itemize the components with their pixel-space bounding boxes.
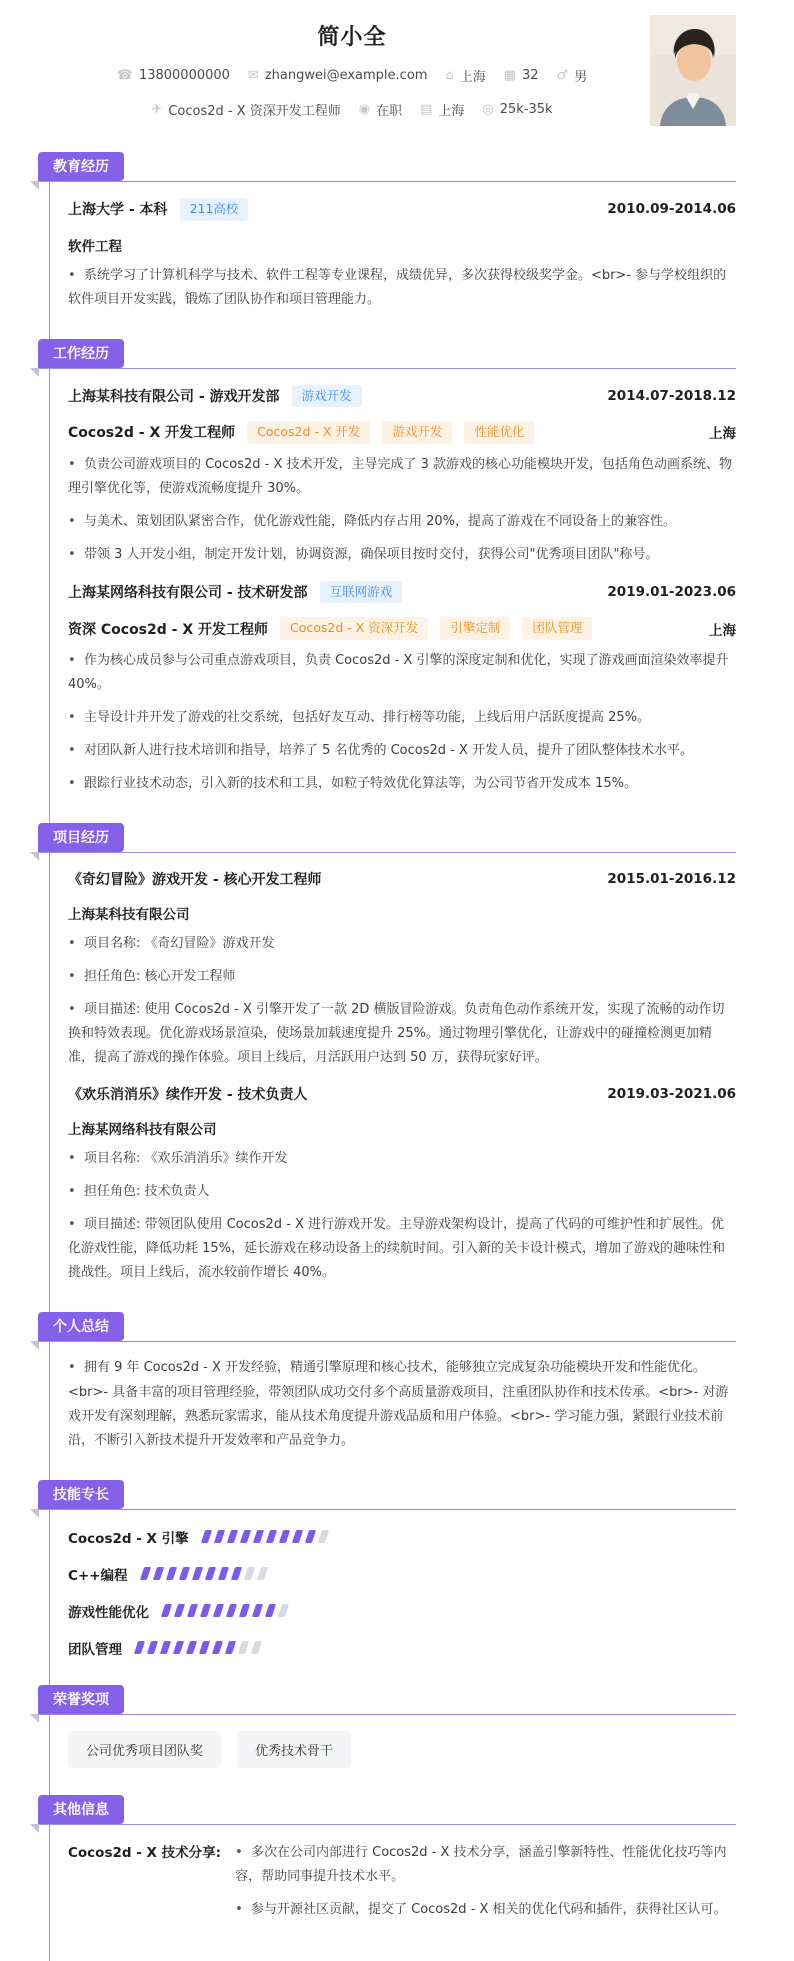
project-bullet: • 项目描述: 带领团队使用 Cocos2d - X 进行游戏开发。主导游戏架构设计，提高了代码的可维护性和扩展性。优化游戏性能，降低功耗 15%，延长游戏在移动设备上的续航时间。引入新的关卡设计模式，增加了游戏的趣味性和挑战性。项目上线后，流水较前作增长 40%。 (68, 1213, 736, 1285)
resume-header (0, 0, 794, 125)
city-value: 上海 (438, 104, 465, 119)
projects-badge: 项目经历 (38, 823, 124, 852)
other-header (38, 1795, 736, 1825)
resume-body (0, 152, 794, 1961)
project-bullet: • 项目名称: 《奇幻冒险》游戏开发 (68, 932, 736, 956)
email-value: zhangwei@example.com (264, 68, 428, 83)
skills-badge: 技能专长 (38, 1480, 124, 1509)
employment-status (359, 100, 402, 119)
skill-name: 团队管理 (68, 1641, 122, 1658)
other-bullet: • 多次在公司内部进行 Cocos2d - X 技术分享，涵盖引擎新特性、性能优化技巧等内容，帮助同事提升技术水平。 (235, 1841, 736, 1889)
company-name: 上海某网络科技有限公司 - 技术研发部 (68, 585, 308, 602)
profile-photo (650, 15, 736, 126)
status-value: 在职 (376, 104, 403, 119)
work-bullet: • 负责公司游戏项目的 Cocos2d - X 技术开发，主导完成了 3 款游戏的核心功能模块开发，包括角色动画系统、物理引擎优化等，使游戏流畅度提升 30%。 (68, 453, 736, 501)
other-label: Cocos2d - X 技术分享: (68, 1844, 222, 1861)
industry-tag: 游戏开发 (292, 385, 362, 408)
project-1 (68, 869, 736, 1070)
gender (557, 66, 588, 85)
email-icon: ✉ (247, 68, 259, 83)
work-bullet: • 对团队新人进行技术培训和指导，培养了 5 名优秀的 Cocos2d - X 开发人员，提升了团队整体技术水平。 (68, 739, 736, 763)
summary-header (38, 1312, 736, 1342)
contact-row-1 (60, 66, 644, 85)
work-bullet: • 跟踪行业技术动态，引入新的技术和工具，如粒子特效优化算法等，为公司节省开发成本 15%。 (68, 772, 736, 796)
job-location: 上海 (709, 622, 736, 639)
honors-badge: 荣誉奖项 (38, 1685, 124, 1714)
skill-tag: Cocos2d - X 开发 (247, 421, 370, 444)
project-bullet: • 担任角色: 核心开发工程师 (68, 965, 736, 989)
summary-badge: 个人总结 (38, 1312, 124, 1341)
location-value: 上海 (459, 70, 486, 85)
skill-level-bar (142, 1567, 272, 1580)
skill-tag: Cocos2d - X 资深开发 (280, 617, 428, 640)
honor-pill: 优秀技术骨干 (237, 1731, 351, 1768)
section-projects (0, 823, 794, 1285)
work-header (38, 339, 736, 369)
age (504, 66, 539, 85)
major: 软件工程 (68, 238, 122, 255)
education-header (38, 152, 736, 182)
skill-name: 游戏性能优化 (68, 1604, 149, 1621)
work-city (420, 100, 464, 119)
phone (117, 66, 230, 85)
education-badge: 教育经历 (38, 152, 124, 181)
work-bullet: • 与美术、策划团队紧密合作，优化游戏性能，降低内存占用 20%，提高了游戏在不同设备上的兼容性。 (68, 510, 736, 534)
honor-pill: 公司优秀项目团队奖 (68, 1731, 221, 1768)
work-job-2 (68, 581, 736, 796)
section-summary (0, 1312, 794, 1452)
section-skills (0, 1480, 794, 1658)
job-title-value: Cocos2d - X 资深开发工程师 (168, 104, 341, 119)
salary (482, 100, 552, 119)
city-icon: ▤ (420, 102, 433, 117)
project-bullet: • 项目描述: 使用 Cocos2d - X 引擎开发了一款 2D 横版冒险游戏。负责角色动作系统开发，实现了流畅的动作切换和特效表现。优化游戏场景渲染，使场景加载速度提升 25%。通过物理引擎优化，让游戏中的碰撞检测更加精准，提高了游戏的操作体验。项目上线后，月活跃用户达到 50 万，获得玩家好评。 (68, 998, 736, 1070)
salary-value: 25k-35k (499, 102, 553, 117)
profile-photo-image (650, 15, 736, 126)
skill-level-bar (203, 1530, 333, 1543)
skill-row (68, 1527, 736, 1547)
skill-tag: 游戏开发 (382, 421, 452, 444)
work-job-1 (68, 385, 736, 567)
skill-row (68, 1638, 736, 1658)
skill-level-bar (136, 1641, 266, 1654)
honors-header (38, 1685, 736, 1715)
job-date: 2014.07-2018.12 (607, 387, 736, 404)
contact-row-2 (60, 100, 644, 119)
school-name: 上海大学 - 本科 (68, 202, 168, 219)
work-bullet: • 作为核心成员参与公司重点游戏项目，负责 Cocos2d - X 引擎的深度定制和优化，实现了游戏画面渲染效率提升 40%。 (68, 649, 736, 697)
section-education (0, 152, 794, 312)
work-bullet: • 带领 3 人开发小组，制定开发计划，协调资源，确保项目按时交付，获得公司"优秀项目团队"称号。 (68, 543, 736, 567)
education-date: 2010.09-2014.06 (607, 201, 736, 218)
skill-level-bar (163, 1604, 293, 1617)
skill-tag: 引擎定制 (440, 617, 510, 640)
work-bullet: • 主导设计并开发了游戏的社交系统，包括好友互动、排行榜等功能，上线后用户活跃度提高 25%。 (68, 706, 736, 730)
project-date: 2019.03-2021.06 (607, 1086, 736, 1103)
job-location: 上海 (709, 426, 736, 443)
skills-header (38, 1480, 736, 1510)
skill-row (68, 1564, 736, 1584)
section-honors (0, 1685, 794, 1768)
section-other (0, 1795, 794, 1931)
project-2 (68, 1084, 736, 1285)
skill-tag: 性能优化 (464, 421, 534, 444)
project-name: 《奇幻冒险》游戏开发 - 核心开发工程师 (68, 872, 322, 889)
company-name: 上海某科技有限公司 - 游戏开发部 (68, 388, 280, 405)
job-title (151, 100, 340, 119)
project-company: 上海某科技有限公司 (68, 907, 190, 924)
project-date: 2015.01-2016.12 (607, 871, 736, 888)
phone-value: 13800000000 (138, 68, 230, 83)
home-icon: ⌂ (445, 68, 454, 83)
skill-name: C++编程 (68, 1567, 128, 1584)
skill-name: Cocos2d - X 引擎 (68, 1530, 189, 1547)
project-bullet: • 担任角色: 技术负责人 (68, 1180, 736, 1204)
job-date: 2019.01-2023.06 (607, 584, 736, 601)
project-company: 上海某网络科技有限公司 (68, 1122, 217, 1139)
candidate-name: 简小全 (317, 25, 387, 50)
salary-icon: ◎ (482, 102, 494, 117)
position-title: Cocos2d - X 开发工程师 (68, 425, 236, 442)
location (445, 66, 485, 85)
projects-header (38, 823, 736, 853)
summary-bullet: • 拥有 9 年 Cocos2d - X 开发经验，精通引擎原理和核心技术，能够独立完成复杂功能模块开发和性能优化。<br>- 具备丰富的项目管理经验，带领团队成功交付多个高质量游戏项目，注重团队协作和技术传承。<br>- 对游戏开发有深刻理解，熟悉玩家需求，能从技术角度提升游戏品质和用户体验。<br>- 学习能力强，紧跟行业技术前沿，不断引入新技术提升开发效率和产品竞争力。 (68, 1356, 736, 1452)
phone-icon: ☎ (116, 68, 133, 83)
work-badge: 工作经历 (38, 339, 124, 368)
age-icon: ▦ (503, 68, 517, 83)
position-title: 资深 Cocos2d - X 开发工程师 (68, 621, 269, 638)
skill-tag: 团队管理 (522, 617, 592, 640)
gender-icon: ♂ (556, 68, 569, 83)
project-name: 《欢乐消消乐》续作开发 - 技术负责人 (68, 1087, 308, 1104)
other-badge: 其他信息 (38, 1795, 124, 1824)
section-work (0, 339, 794, 796)
gender-value: 男 (574, 70, 588, 85)
email (248, 66, 428, 85)
skill-row (68, 1601, 736, 1621)
school-tag: 211高校 (180, 198, 249, 221)
other-bullet: • 参与开源社区贡献，提交了 Cocos2d - X 相关的优化代码和插件，获得社区认可。 (235, 1898, 736, 1922)
project-bullet: • 项目名称: 《欢乐消消乐》续作开发 (68, 1147, 736, 1171)
education-bullet: • 系统学习了计算机科学与技术、软件工程等专业课程，成绩优异，多次获得校级奖学金。<br>- 参与学校组织的软件项目开发实践，锻炼了团队协作和项目管理能力。 (68, 264, 736, 312)
age-value: 32 (522, 68, 539, 83)
job-title-icon: ✈ (151, 102, 163, 117)
industry-tag: 互联网游戏 (320, 581, 403, 604)
status-icon: ◉ (358, 102, 371, 117)
